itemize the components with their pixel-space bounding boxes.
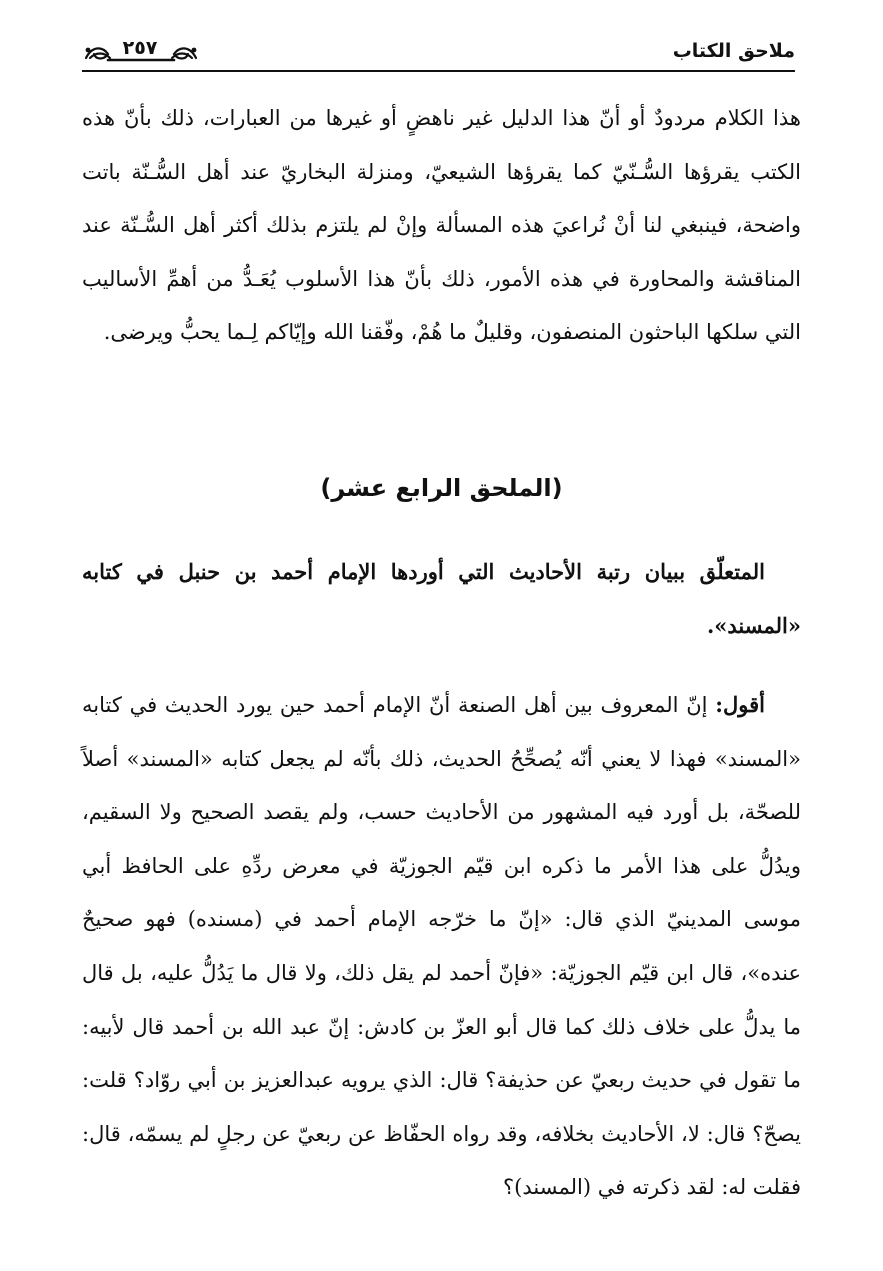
appendix-subheading: المتعلّق ببيان رتبة الأحاديث التي أوردها الإمام أحمد بن حنبل في كتابه «المسند». <box>82 559 801 638</box>
appendix-heading: (الملحق الرابع عشر) <box>320 474 563 502</box>
paragraph-continuation: هذا الكلام مردودٌ أو أنّ هذا الدليل غير ناهضٍ أو غيرها من العبارات، ذلك بأنّ هذه الكتب يقرؤها السُّـنّيّ كما يقرؤها الشيعيّ، ومنزلة البخاريّ عند أهل السُّـنّة باتت واضحة، فينبغي لنا أنْ نُراعيَ هذه المسألة وإنْ لم يلتزم بذلك أكثر أهل السُّـنّة عند المناقشة والمحاورة في هذه الأمور، ذلك بأنّ هذا الأسلوب يُعَـدُّ من أهمِّ الأساليب التي سلكها الباحثون المنصفون، وقليلٌ ما هُمْ، وفّقنا الله وإيّاكم لِـما يحبُّ ويرضى. <box>82 106 801 345</box>
page-number: ٢٥٧ <box>122 37 158 59</box>
page-header <box>82 34 795 74</box>
lead-word: أقول: <box>715 692 765 717</box>
running-title: ملاحق الكتاب <box>672 40 795 62</box>
header-divider <box>82 70 795 72</box>
page-number-ornament <box>82 36 200 66</box>
paragraph-body <box>82 678 801 1215</box>
paragraph-body-text: إنّ المعروف بين أهل الصنعة أنّ الإمام أحمد حين يورد الحديث في كتابه «المسند» فهذا لا يعني أنّه يُصحِّحُ الحديث، ذلك بأنّه لم يجعل كتابه «المسند» أصلاً للصحّة، بل أورد فيه المشهور من الأحاديث حسب، ولم يقصد الصحيح ولا السقيم، ويدُلُّ على هذا الأمر ما ذكره ابن قيّم الجوزيّة في معرض ردِّهِ على الحافظ أبي موسى المدينيّ الذي قال: «إنّ ما خرّجه الإمام أحمد في (مسنده) فهو صحيحٌ عنده»، قال ابن قيّم الجوزيّة: «فإنّ أحمد لم يقل ذلك، ولا قال ما يَدُلُّ عليه، بل قال ما يدلُّ على خلاف ذلك كما قال أبو العزّ بن كادش: إنّ عبد الله بن أحمد قال لأبيه: ما تقول في حديث ربعيّ عن حذيفة؟ قال: الذي يرويه عبدالعزيز بن أبي روّاد؟ قلت: يصحّ؟ قال: لا، الأحاديث بخلافه، وقد رواه الحفّاظ عن ربعيّ عن رجلٍ لم يسمّه، قال: فقلت له: لقد ذكرته في (المسند)؟ <box>82 693 801 1200</box>
